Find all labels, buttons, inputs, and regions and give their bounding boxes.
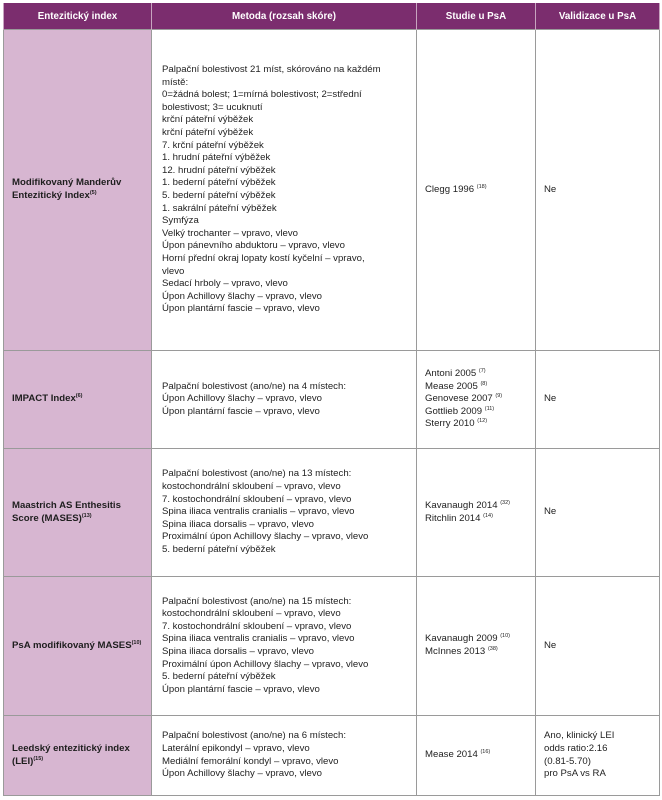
method-line: Palpační bolestivost (ano/ne) na 4 místech:	[162, 380, 346, 392]
header-index: Entezitický index	[4, 3, 152, 30]
study-entry	[425, 749, 529, 762]
method-cell	[152, 30, 417, 351]
study-entry	[425, 368, 529, 381]
method-line: Mediální femorální kondyl – vpravo, vlevo	[162, 755, 339, 767]
study-entry	[425, 406, 529, 419]
method-line: 1. hrudní páteřní výběžek	[162, 152, 271, 164]
method-cell	[152, 351, 417, 449]
validation-cell	[536, 30, 660, 351]
validation-line: Ano, klinický LEI	[544, 730, 615, 742]
studies-cell	[417, 30, 536, 351]
study-entry	[425, 646, 529, 659]
method-line: 5. bederní páteřní výběžek	[162, 190, 276, 201]
study-reference: (11)	[484, 405, 495, 412]
index-name: Maastrich AS Enthesitis Score (MASES)	[12, 499, 121, 524]
study-name: Kavanaugh 2009	[425, 633, 501, 645]
study-name: Ritchlin 2014	[425, 512, 484, 524]
study-entry	[425, 184, 529, 197]
studies-cell	[417, 577, 536, 716]
method-line: Spina iliaca ventralis cranialis – vpravo, vlevo	[162, 633, 355, 645]
index-name: Modifikovaný Manderův Entezitický Index	[12, 177, 122, 201]
study-reference: (14)	[483, 512, 493, 519]
index-cell	[4, 351, 152, 449]
study-name: McInnes 2013	[425, 646, 488, 657]
method-line: Spina iliaca dorsalis – vpravo, vlevo	[162, 518, 314, 530]
header-studies: Studie u PsA	[417, 3, 536, 30]
study-reference: (8)	[480, 380, 488, 387]
method-line: Laterální epikondyl – vpravo, vlevo	[162, 742, 310, 754]
index-reference: (6)	[75, 393, 83, 400]
studies-cell	[417, 449, 536, 577]
method-line: Palpační bolestivost (ano/ne) na 6 místech:	[162, 730, 346, 742]
study-name: Sterry 2010	[425, 418, 478, 430]
method-line: 7. krční páteřní výběžek	[162, 139, 264, 151]
studies-cell	[417, 716, 536, 796]
study-name: Clegg 1996	[425, 183, 477, 195]
study-entry	[425, 513, 529, 526]
method-line: bolestivost; 3= ucuknutí	[162, 101, 263, 113]
index-cell	[4, 449, 152, 577]
method-line: krční páteřní výběžek	[162, 127, 254, 139]
index-name: IMPACT Index	[12, 393, 76, 405]
method-line: kostochondrální skloubení – vpravo, vlevo	[162, 481, 341, 493]
method-line: Spina iliaca ventralis cranialis – vpravo, vlevo	[162, 506, 355, 518]
method-line: krční páteřní výběžek	[162, 114, 254, 126]
table-row	[4, 577, 660, 716]
validation-cell	[536, 351, 660, 449]
method-line: Velký trochanter – vpravo, vlevo	[162, 227, 298, 239]
study-reference: (38)	[487, 646, 498, 652]
method-line: Úpon Achillovy šlachy – vpravo, vlevo	[162, 393, 322, 405]
method-line: Úpon pánevního abduktoru – vpravo, vlevo	[162, 240, 345, 252]
study-name: Kavanaugh 2014	[425, 499, 501, 511]
method-line: kostochondrální skloubení – vpravo, vlevo	[162, 608, 341, 620]
method-line: Proximální úpon Achillovy šlachy – vpravo, vlevo	[162, 658, 369, 670]
method-line: Horní přední okraj lopaty kostí kyčelní – vpravo,	[162, 252, 365, 264]
method-line: 7. kostochondrální skloubení – vpravo, vlevo	[162, 493, 352, 505]
method-cell	[152, 577, 417, 716]
study-name: Genovese 2007	[425, 393, 496, 405]
method-line: Palpační bolestivost 21 míst, skórováno na každém	[162, 64, 381, 76]
index-reference: (15)	[33, 755, 44, 762]
validation-line: (0.81-5.70)	[544, 755, 591, 767]
index-name: Leedský entezitický index (LEI)	[12, 742, 130, 767]
method-line: 5. bederní páteřní výběžek	[162, 543, 276, 555]
study-reference: (9)	[495, 393, 503, 400]
study-reference: (7)	[478, 368, 486, 375]
validation-line: odds ratio:2.16	[544, 742, 608, 754]
study-reference: (32)	[500, 499, 510, 506]
method-line: 1. bederní páteřní výběžek	[162, 177, 276, 189]
header-validation: Validizace u PsA	[536, 3, 660, 30]
table-header-row	[4, 3, 660, 30]
method-line: 1. sakrální páteřní výběžek	[162, 202, 277, 214]
study-name: Mease 2005	[425, 380, 481, 392]
study-entry	[425, 418, 529, 431]
study-reference: (16)	[480, 749, 491, 756]
index-cell	[4, 716, 152, 796]
method-line: Symfýza	[162, 215, 199, 227]
method-line: 0=žádná bolest; 1=mírná bolestivost; 2=střední	[162, 89, 362, 101]
index-reference: (13)	[81, 512, 92, 519]
study-entry	[425, 381, 529, 394]
method-line: vlevo	[162, 265, 185, 277]
study-reference: (12)	[477, 418, 488, 425]
method-line: Spina iliaca dorsalis – vpravo, vlevo	[162, 646, 314, 657]
validation-cell	[536, 716, 660, 796]
method-line: Sedací hrboly – vpravo, vlevo	[162, 278, 288, 290]
study-name: Antoni 2005	[425, 368, 479, 380]
method-line: 5. bederní páteřní výběžek	[162, 671, 276, 683]
validation-line: Ne	[544, 393, 557, 405]
header-method: Metoda (rozsah skóre)	[152, 3, 417, 30]
index-reference: (10)	[131, 639, 142, 646]
method-line: Úpon plantární fascie – vpravo, vlevo	[162, 405, 320, 417]
index-name: PsA modifikovaný MASES	[12, 639, 132, 651]
index-reference: (5)	[89, 190, 97, 196]
method-line: místě:	[162, 76, 189, 88]
index-cell	[4, 577, 152, 716]
table-container	[3, 3, 659, 796]
index-cell	[4, 30, 152, 351]
method-cell	[152, 449, 417, 577]
table-row	[4, 716, 660, 796]
method-cell	[152, 716, 417, 796]
method-line: Úpon plantární fascie – vpravo, vlevo	[162, 683, 320, 695]
study-entry	[425, 393, 529, 406]
study-name: Mease 2014	[425, 749, 481, 761]
method-line: Úpon Achillovy šlachy – vpravo, vlevo	[162, 768, 322, 780]
method-line: Proximální úpon Achillovy šlachy – vpravo, vlevo	[162, 531, 369, 543]
study-name: Gottlieb 2009	[425, 405, 485, 417]
validation-line: pro PsA vs RA	[544, 768, 606, 780]
table-row	[4, 30, 660, 351]
method-line: Úpon Achillovy šlachy – vpravo, vlevo	[162, 290, 322, 302]
table-row	[4, 449, 660, 577]
validation-line: Ne	[544, 183, 557, 195]
studies-cell	[417, 351, 536, 449]
study-reference: (10)	[500, 633, 510, 640]
study-entry	[425, 633, 529, 646]
method-line: Palpační bolestivost (ano/ne) na 13 místech:	[162, 468, 352, 480]
enthesitis-index-table	[3, 3, 660, 796]
table-body	[4, 30, 660, 796]
method-line: 12. hrudní páteřní výběžek	[162, 164, 276, 176]
validation-cell	[536, 577, 660, 716]
validation-cell	[536, 449, 660, 577]
method-line: 7. kostochondrální skloubení – vpravo, vlevo	[162, 620, 352, 632]
study-reference: (18)	[476, 183, 487, 190]
method-line: Palpační bolestivost (ano/ne) na 15 místech:	[162, 595, 352, 607]
study-entry	[425, 500, 529, 513]
table-row	[4, 351, 660, 449]
validation-line: Ne	[544, 639, 557, 651]
method-line: Úpon plantární fascie – vpravo, vlevo	[162, 303, 320, 315]
validation-line: Ne	[544, 506, 557, 518]
